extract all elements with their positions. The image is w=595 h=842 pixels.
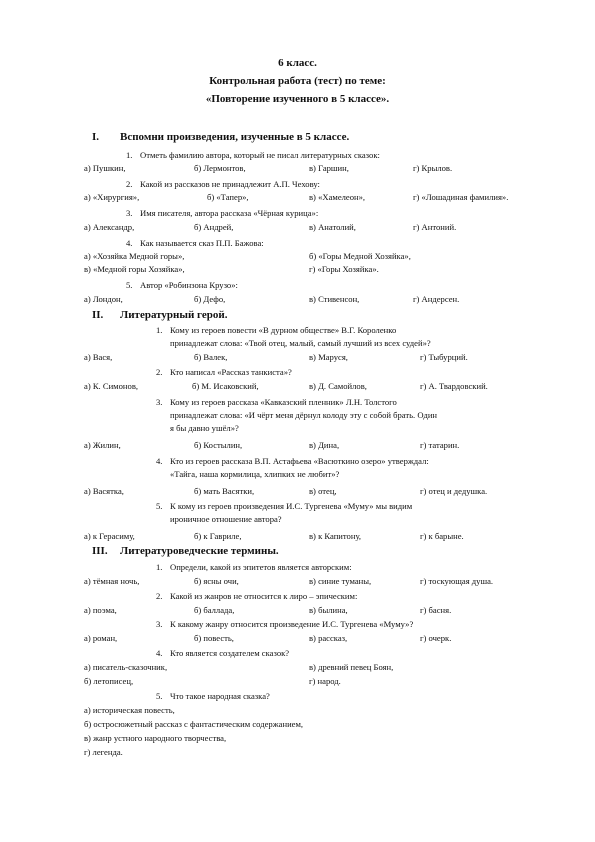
question-3-4: 4. Кто является создателем сказок?: [156, 648, 290, 658]
option-1-4-d[interactable]: г) «Горы Хозяйка».: [309, 264, 379, 274]
option-1-2-a[interactable]: а) «Хирургия»,: [84, 192, 140, 202]
option-1-4-c[interactable]: в) «Медной горы Хозяйка»,: [84, 264, 185, 274]
question-2-5: 5. К кому из героев произведения И.С. Тургенева «Муму» мы видим: [156, 501, 413, 511]
option-3-2-b[interactable]: б) баллада,: [194, 605, 235, 615]
option-2-3-a[interactable]: а) Жилин,: [84, 440, 121, 450]
option-2-4-d[interactable]: г) отец и дедушка.: [420, 486, 488, 496]
option-2-1-d[interactable]: г) Тыбурций.: [420, 352, 468, 362]
option-2-3-b[interactable]: б) Костылин,: [194, 440, 243, 450]
option-1-3-a[interactable]: а) Александр,: [84, 222, 135, 232]
question-2-3-cont2: я бы давно ушёл»?: [170, 423, 239, 433]
option-1-5-c[interactable]: в) Стивенсон,: [309, 294, 360, 304]
option-3-2-a[interactable]: а) поэма,: [84, 605, 117, 615]
section-2-heading: [92, 308, 227, 322]
option-3-5-d[interactable]: г) легенда.: [84, 747, 123, 757]
option-3-4-a[interactable]: а) писатель-сказочник,: [84, 662, 168, 672]
option-2-4-c[interactable]: в) отец,: [309, 486, 337, 496]
section-1-number: I.: [92, 131, 100, 143]
section-3-title: Литературоведческие термины.: [120, 545, 279, 557]
option-1-5-b[interactable]: б) Дефо,: [194, 294, 226, 304]
option-1-1-b[interactable]: б) Лермонтов,: [194, 163, 246, 173]
question-1-4: 4. Как называется сказ П.П. Бажова:: [126, 238, 264, 248]
option-2-5-d[interactable]: г) к барыне.: [420, 531, 464, 541]
option-3-4-b[interactable]: б) летописец,: [84, 676, 134, 686]
grade-title: 6 класс.: [278, 57, 317, 69]
question-1-1: 1. Отметь фамилию автора, который не писал литературных сказок:: [126, 150, 380, 160]
option-1-2-c[interactable]: в) «Хамелеон»,: [309, 192, 366, 202]
question-2-3-cont: принадлежат слова: «И чёрт меня дёрнул колоду эту с собой брать. Один: [170, 410, 438, 420]
test-topic: «Повторение изученного в 5 классе».: [205, 93, 390, 105]
option-2-2-a[interactable]: а) К. Симонов,: [84, 381, 139, 391]
section-3-number: III.: [92, 545, 108, 557]
section-2-number: II.: [92, 309, 104, 321]
option-1-2-b[interactable]: б) «Тапер»,: [207, 192, 249, 202]
option-1-5-a[interactable]: а) Лондон,: [84, 294, 123, 304]
section-1-title: Вспомни произведения, изученные в 5 классе.: [120, 131, 350, 143]
question-1-5: 5. Автор «Робинзона Крузо»:: [126, 280, 238, 290]
question-2-5-cont: ироничное отношение автора?: [170, 514, 282, 524]
option-2-4-b[interactable]: б) мать Васятки,: [194, 486, 255, 496]
option-3-3-b[interactable]: б) повесть,: [194, 633, 234, 643]
option-2-5-c[interactable]: в) к Капитону,: [309, 531, 362, 541]
option-1-3-d[interactable]: г) Антоний.: [413, 222, 457, 232]
option-3-5-a[interactable]: а) историческая повесть,: [84, 705, 175, 715]
option-3-5-b[interactable]: б) остросюжетный рассказ с фантастическим содержанием,: [84, 719, 304, 729]
option-2-1-c[interactable]: в) Маруся,: [309, 352, 348, 362]
option-2-5-a[interactable]: а) к Герасиму,: [84, 531, 135, 541]
question-1-3: 3. Имя писателя, автора рассказа «Чёрная курица»:: [126, 208, 319, 218]
question-2-1-cont: принадлежат слова: «Твой отец, малый, самый лучший из всех судей»?: [170, 338, 431, 348]
question-2-4-cont: «Тайга, наша кормилица, хлипких не любит»?: [170, 469, 340, 479]
question-2-1: 1. Кому из героев повести «В дурном обществе» В.Г. Короленко: [156, 325, 397, 335]
option-2-3-c[interactable]: в) Дина,: [309, 440, 340, 450]
question-3-5: 5. Что такое народная сказка?: [156, 691, 270, 701]
option-1-1-d[interactable]: г) Крылов.: [413, 163, 453, 173]
option-3-3-c[interactable]: в) рассказ,: [309, 633, 348, 643]
section-2-title: Литературный герой.: [120, 309, 228, 321]
option-3-1-c[interactable]: в) синие туманы,: [309, 576, 372, 586]
option-3-2-d[interactable]: г) басня.: [420, 605, 452, 615]
option-2-1-a[interactable]: а) Вася,: [84, 352, 113, 362]
option-1-1-a[interactable]: а) Пушкин,: [84, 163, 126, 173]
option-1-3-c[interactable]: в) Анатолий,: [309, 222, 356, 232]
question-1-2: 2. Какой из рассказов не принадлежит А.П. Чехову:: [126, 179, 320, 189]
option-3-1-a[interactable]: а) тёмная ночь,: [84, 576, 140, 586]
option-2-1-b[interactable]: б) Валек,: [194, 352, 228, 362]
option-3-4-d[interactable]: г) народ.: [309, 676, 341, 686]
option-3-5-c[interactable]: в) жанр устного народного творчества,: [84, 733, 227, 743]
option-3-3-d[interactable]: г) очерк.: [420, 633, 452, 643]
test-subtitle: Контрольная работа (тест) по теме:: [209, 75, 386, 87]
option-1-2-d[interactable]: г) «Лошадиная фамилия».: [413, 192, 509, 202]
option-3-1-b[interactable]: б) ясны очи,: [194, 576, 239, 586]
option-3-1-d[interactable]: г) тоскующая душа.: [420, 576, 494, 586]
option-2-5-b[interactable]: б) к Гавриле,: [194, 531, 242, 541]
question-2-4: 4. Кто из героев рассказа В.П. Астафьева «Васюткино озеро» утверждал:: [156, 456, 429, 466]
option-3-2-c[interactable]: в) былина,: [309, 605, 348, 615]
section-1-heading: [92, 130, 349, 144]
option-2-4-a[interactable]: а) Васятка,: [84, 486, 124, 496]
section-3-heading: [92, 544, 279, 558]
option-2-2-c[interactable]: в) Д. Самойлов,: [309, 381, 367, 391]
question-2-2: 2. Кто написал «Рассказ танкиста»?: [156, 367, 292, 377]
question-3-2: 2. Какой из жанров не относится к лиро – эпическим:: [156, 591, 358, 601]
question-2-3: 3. Кому из героев рассказа «Кавказский пленник» Л.Н. Толстого: [156, 397, 397, 407]
option-2-2-d[interactable]: г) А. Твардовский.: [420, 381, 488, 391]
option-2-2-b[interactable]: б) М. Исаковский,: [192, 381, 259, 391]
option-3-3-a[interactable]: а) роман,: [84, 633, 118, 643]
question-3-3: 3. К какому жанру относится произведение И.С. Тургенева «Муму»?: [156, 619, 414, 629]
option-3-4-c[interactable]: в) древний певец Боян,: [309, 662, 394, 672]
option-1-4-b[interactable]: б) «Горы Медной Хозяйка»,: [309, 251, 411, 261]
question-3-1: 1. Определи, какой из эпитетов является авторским:: [156, 562, 352, 572]
option-1-4-a[interactable]: а) «Хозяйка Медной горы»,: [84, 251, 185, 261]
option-2-3-d[interactable]: г) татарин.: [420, 440, 460, 450]
option-1-3-b[interactable]: б) Андрей,: [194, 222, 234, 232]
option-1-1-c[interactable]: в) Гаршин,: [309, 163, 349, 173]
option-1-5-d[interactable]: г) Андерсен.: [413, 294, 460, 304]
